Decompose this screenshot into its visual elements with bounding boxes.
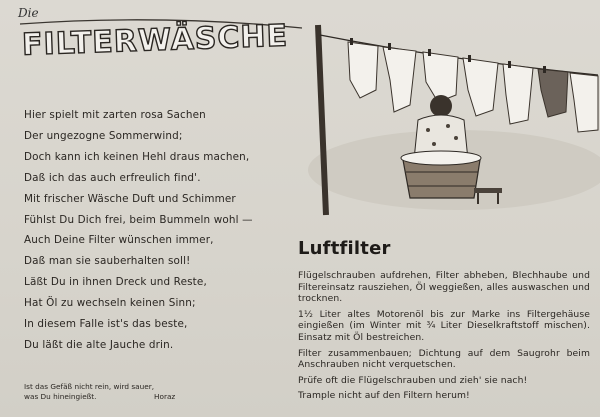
poem-line: Auch Deine Filter wünschen immer, — [24, 234, 214, 247]
poem-line: Daß ich das auch erfreulich find'. — [24, 171, 201, 184]
poem-line: Der ungezogne Sommerwind; — [24, 129, 183, 142]
quote — [24, 382, 204, 402]
quote-author: Horaz — [154, 392, 176, 401]
poem-line: Hier spielt mit zarten rosa Sachen — [24, 109, 206, 121]
poem-line: Läßt Du in ihnen Dreck und Reste, — [24, 276, 207, 289]
poem-line: Daß man sie sauberhalten soll! — [24, 255, 191, 268]
article-paragraph: Prüfe oft die Flügelschrauben und zieh' sie nach! — [298, 374, 528, 386]
quote-line-2: was Du hineingießt. — [24, 392, 97, 401]
quote-line-1: Ist das Gefäß nicht rein, wird sauer, — [24, 382, 155, 391]
poem-line: Mit frischer Wäsche Duft und Schimmer — [24, 192, 236, 205]
article-body — [298, 270, 590, 406]
title-lettering — [10, 10, 310, 60]
article-paragraph: Trample nicht auf den Filtern herum! — [298, 390, 470, 402]
laundry-illustration — [298, 20, 600, 220]
article-paragraph: Filter zusammenbauen; Dichtung auf dem Saugrohr beim Anschrauben nicht verquetschen. — [298, 347, 590, 371]
poem-line: Hat Öl zu wechseln keinen Sinn; — [24, 297, 196, 310]
title-text: FILTERWÄSCHE — [21, 18, 289, 60]
poem-line: In diesem Falle ist's das beste, — [24, 318, 188, 331]
article-paragraph: 1½ Liter altes Motorenöl bis zur Marke ins Filtergehäuse eingießen (im Winter mit ¾ Liter Dieselkraftstoff mischen). Einsatz mit Öl bestreichen. — [298, 308, 590, 343]
article-heading: Luftfilter — [298, 238, 391, 259]
poem-line: Du läßt die alte Jauche drin. — [24, 338, 174, 351]
poem — [24, 105, 294, 356]
page-title — [10, 10, 310, 60]
poem-line: Fühlst Du Dich frei, beim Bummeln wohl — — [24, 213, 253, 226]
poem-line: Doch kann ich keinen Hehl draus machen, — [24, 150, 250, 163]
title-prefix: Die — [18, 6, 39, 20]
article-paragraph: Flügelschrauben aufdrehen, Filter abheben, Blechhaube und Filtereinsatz rausziehen, Öl weggießen, alles auswaschen und trocknen. — [298, 270, 590, 305]
